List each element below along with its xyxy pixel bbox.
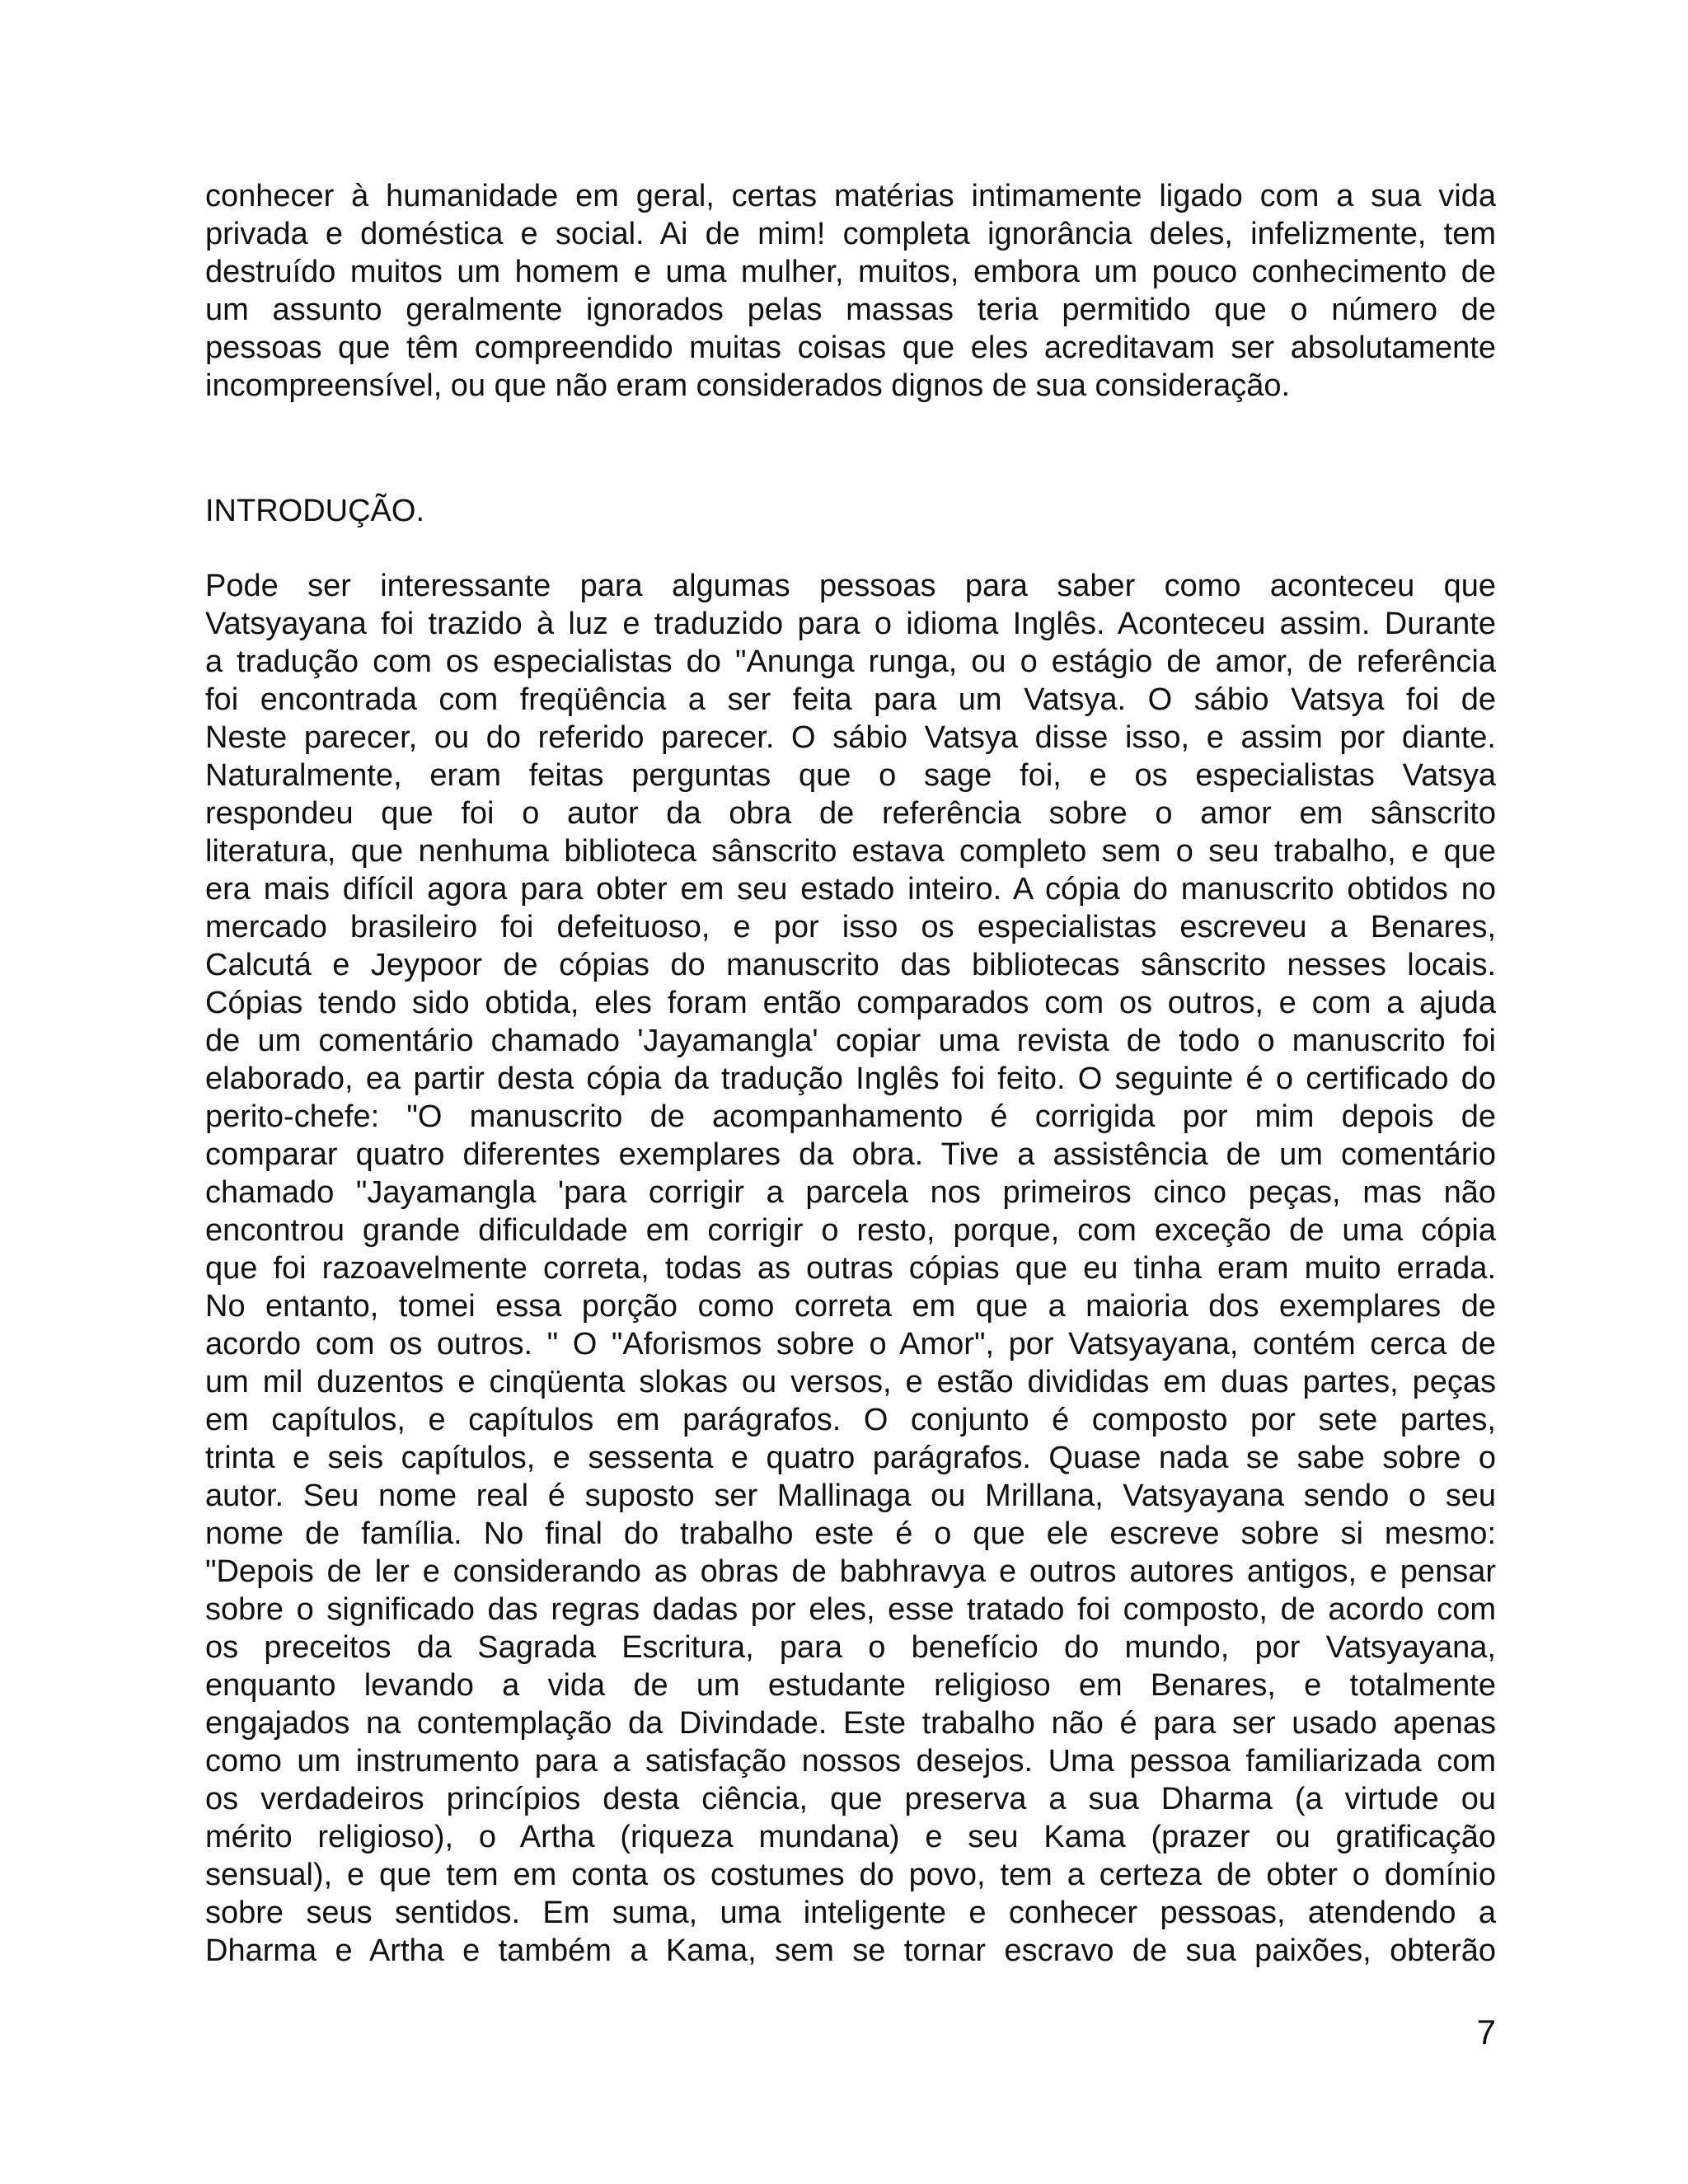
text-line: era mais difícil agora para obter em seu estado inteiro. A cópia do manuscrito obtidos no (205, 872, 1496, 907)
text-line: a tradução com os especialistas do "Anunga runga, ou o estágio de amor, de referência (205, 644, 1496, 679)
text-line: como um instrumento para a satisfação nossos desejos. Uma pessoa familiarizada com (205, 1744, 1496, 1779)
text-line: um mil duzentos e cinqüenta slokas ou versos, e estão divididas em duas partes, peças (205, 1365, 1496, 1399)
text-line: os preceitos da Sagrada Escritura, para o benefício do mundo, por Vatsyayana, (205, 1630, 1496, 1665)
text-line: literatura, que nenhuma biblioteca sânscrito estava completo sem o seu trabalho, e que (205, 834, 1496, 869)
text-line: Pode ser interessante para algumas pessoas para saber como aconteceu que (205, 569, 1496, 603)
text-line: elaborado, ea partir desta cópia da tradução Inglês foi feito. O seguinte é o certificado do (205, 1062, 1496, 1096)
text-line: destruído muitos um homem e uma mulher, muitos, embora um pouco conhecimento de (205, 255, 1496, 289)
text-line: privada e doméstica e social. Ai de mim! completa ignorância deles, infelizmente, tem (205, 217, 1496, 251)
page-number: 7 (1476, 2013, 1496, 2051)
text-line: sobre seus sentidos. Em suma, uma inteligente e conhecer pessoas, atendendo a (205, 1896, 1496, 1930)
text-line: sobre o significado das regras dadas por eles, esse tratado foi composto, de acordo com (205, 1592, 1496, 1627)
text-line: conhecer à humanidade em geral, certas matérias intimamente ligado com a sua vida (205, 179, 1496, 213)
text-line: Naturalmente, eram feitas perguntas que o sage foi, e os especialistas Vatsya (205, 758, 1496, 793)
text-line: nome de família. No final do trabalho este é o que ele escreve sobre si mesmo: (205, 1516, 1496, 1551)
text-line: Neste parecer, ou do referido parecer. O sábio Vatsya disse isso, e assim por diante. (205, 720, 1496, 755)
text-line: comparar quatro diferentes exemplares da obra. Tive a assistência de um comentário (205, 1137, 1496, 1172)
text-line: encontrou grande dificuldade em corrigir o resto, porque, com exceção de uma cópia (205, 1213, 1496, 1248)
text-line: de um comentário chamado 'Jayamangla' copiar uma revista de todo o manuscrito foi (205, 1024, 1496, 1058)
text-line: perito-chefe: "O manuscrito de acompanhamento é corrigida por mim depois de (205, 1099, 1496, 1134)
text-line: sensual), e que tem em conta os costumes do povo, tem a certeza de obter o domínio (205, 1858, 1496, 1892)
text-line: os verdadeiros princípios desta ciência, que preserva a sua Dharma (a virtude ou (205, 1782, 1496, 1816)
section-heading: INTRODUÇÃO. (205, 494, 424, 528)
text-line: foi encontrada com freqüência a ser feita para um Vatsya. O sábio Vatsya foi de (205, 682, 1496, 717)
text-line: em capítulos, e capítulos em parágrafos. O conjunto é composto por sete partes, (205, 1403, 1496, 1437)
text-line: chamado "Jayamangla 'para corrigir a parcela nos primeiros cinco peças, mas não (205, 1175, 1496, 1210)
text-line: "Depois de ler e considerando as obras de babhravya e outros autores antigos, e pensar (205, 1554, 1496, 1589)
text-line: mercado brasileiro foi defeituoso, e por isso os especialistas escreveu a Benares, (205, 910, 1496, 944)
text-line: No entanto, tomei essa porção como correta em que a maioria dos exemplares de (205, 1289, 1496, 1324)
text-line: respondeu que foi o autor da obra de referência sobre o amor em sânscrito (205, 796, 1496, 831)
text-line: trinta e seis capítulos, e sessenta e quatro parágrafos. Quase nada se sabe sobre o (205, 1441, 1496, 1475)
text-line: mérito religioso), o Artha (riqueza mundana) e seu Kama (prazer ou gratificação (205, 1820, 1496, 1854)
text-line: acordo com os outros. " O "Aforismos sobre o Amor", por Vatsyayana, contém cerca de (205, 1327, 1496, 1361)
text-line: Cópias tendo sido obtida, eles foram então comparados com os outros, e com a ajuda (205, 986, 1496, 1020)
text-line: engajados na contemplação da Divindade. Este trabalho não é para ser usado apenas (205, 1706, 1496, 1741)
text-line: que foi razoavelmente correta, todas as outras cópias que eu tinha eram muito errada. (205, 1251, 1496, 1286)
text-line: enquanto levando a vida de um estudante religioso em Benares, e totalmente (205, 1668, 1496, 1703)
text-line: um assunto geralmente ignorados pelas massas teria permitido que o número de (205, 293, 1496, 327)
text-line: incompreensível, ou que não eram considerados dignos de sua consideração. (205, 368, 1291, 403)
text-line: Dharma e Artha e também a Kama, sem se tornar escravo de sua paixões, obterão (205, 1933, 1496, 1968)
text-line: pessoas que têm compreendido muitas coisas que eles acreditavam ser absolutamente (205, 330, 1496, 365)
text-line: Calcutá e Jeypoor de cópias do manuscrito das bibliotecas sânscrito nesses locais. (205, 948, 1496, 982)
text-line: Vatsyayana foi trazido à luz e traduzido para o idioma Inglês. Aconteceu assim. Durante (205, 607, 1496, 641)
text-line: autor. Seu nome real é suposto ser Mallinaga ou Mrillana, Vatsyayana sendo o seu (205, 1479, 1496, 1513)
